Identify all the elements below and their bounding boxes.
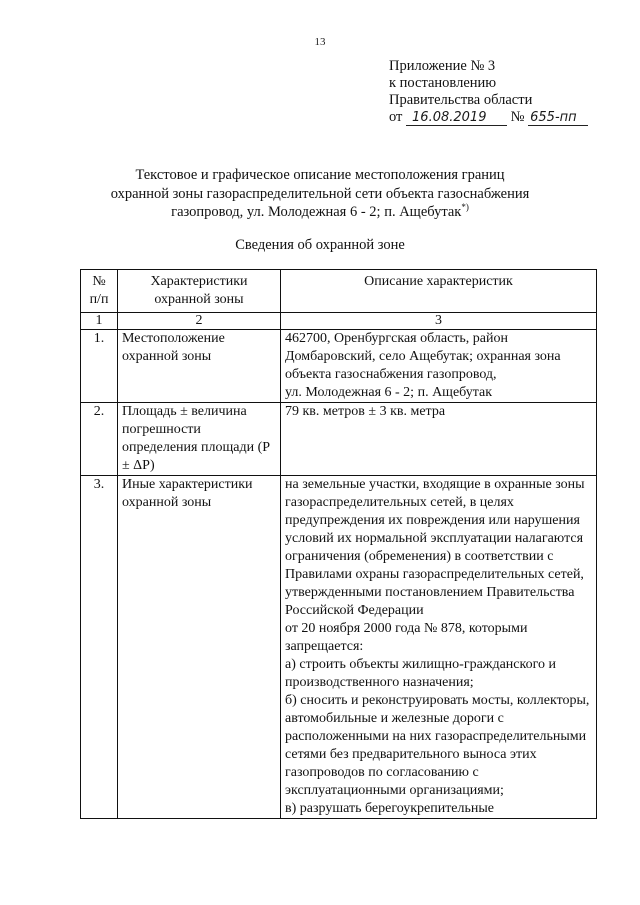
table-header-row — [81, 270, 597, 313]
number-label: № — [510, 109, 525, 125]
handwritten-date: 16.08.2019 — [406, 111, 507, 126]
table-row — [81, 476, 597, 819]
row-characteristic: Площадь ± величина погрешности определения площади (P ± ΔP) — [118, 403, 281, 476]
footnote-mark: *) — [461, 202, 469, 212]
description-paragraph: 79 кв. метров ± 3 кв. метра — [285, 404, 446, 419]
title-line-1: Текстовое и графическое описание местоположения границ — [135, 167, 505, 183]
from-label: от — [389, 109, 403, 125]
row-characteristic: Иные характеристики охранной зоны — [118, 476, 281, 819]
table-row — [81, 330, 597, 403]
row-characteristic: Местоположение охранной зоны — [118, 330, 281, 403]
row-description — [281, 403, 597, 476]
description-paragraph: 462700, Оренбургская область, район Домбаровский, село Ащебутак; охранная зона объекта газоснабжения газопровод, — [285, 331, 561, 382]
description-paragraph: ул. Молодежная 6 - 2; п. Ащебутак — [285, 385, 493, 400]
document-title — [0, 166, 640, 222]
zone-info-table — [80, 269, 597, 819]
appendix-line-1: Приложение № 3 — [389, 58, 496, 74]
appendix-line-3: Правительства области — [389, 92, 533, 108]
header-characteristics: Характеристики охранной зоны — [118, 270, 281, 313]
description-paragraph: в) разрушать берегоукрепительные — [285, 801, 495, 816]
index-cell-1: 1 — [81, 313, 118, 330]
table-index-row — [81, 313, 597, 330]
section-subtitle: Сведения об охранной зоне — [235, 237, 405, 253]
description-paragraph: б) сносить и реконструировать мосты, коллекторы, автомобильные и железные дороги с расположенными на них газораспределительными сетями без предварительного выноса этих газопроводов по согласованию с эксплуатационными организациями; — [285, 693, 590, 798]
row-description — [281, 330, 597, 403]
appendix-line-2: к постановлению — [389, 75, 497, 91]
description-paragraph: а) строить объекты жилищно-гражданского и производственного назначения; — [285, 657, 556, 690]
index-cell-2: 2 — [118, 313, 281, 330]
row-number: 3. — [81, 476, 118, 819]
handwritten-number: 655-пп — [528, 111, 588, 126]
row-number: 1. — [81, 330, 118, 403]
appendix-header — [389, 58, 624, 126]
index-cell-3: 3 — [281, 313, 597, 330]
description-paragraph: от 20 ноября 2000 года № 878, которыми запрещается: — [285, 621, 528, 654]
header-description: Описание характеристик — [281, 270, 597, 313]
page-number: 13 — [314, 36, 326, 48]
table-row — [81, 403, 597, 476]
row-description — [281, 476, 597, 819]
appendix-date-line — [389, 109, 624, 126]
description-paragraph: на земельные участки, входящие в охранные зоны газораспределительных сетей, в целях предупреждения их повреждения или нарушения условий их нормальной эксплуатации налагаются ограничения (обременения) в соответствии с Правилами охраны газораспределительных сетей, утвержденными постановлением Правительства Российской Федерации — [285, 477, 585, 618]
header-num: № п/п — [81, 270, 118, 313]
row-number: 2. — [81, 403, 118, 476]
title-line-2: охранной зоны газораспределительной сети объекта газоснабжения — [110, 185, 530, 202]
title-line-3-text: газопровод, ул. Молодежная 6 - 2; п. Ащебутак — [171, 204, 462, 220]
title-line-3 — [0, 203, 640, 222]
